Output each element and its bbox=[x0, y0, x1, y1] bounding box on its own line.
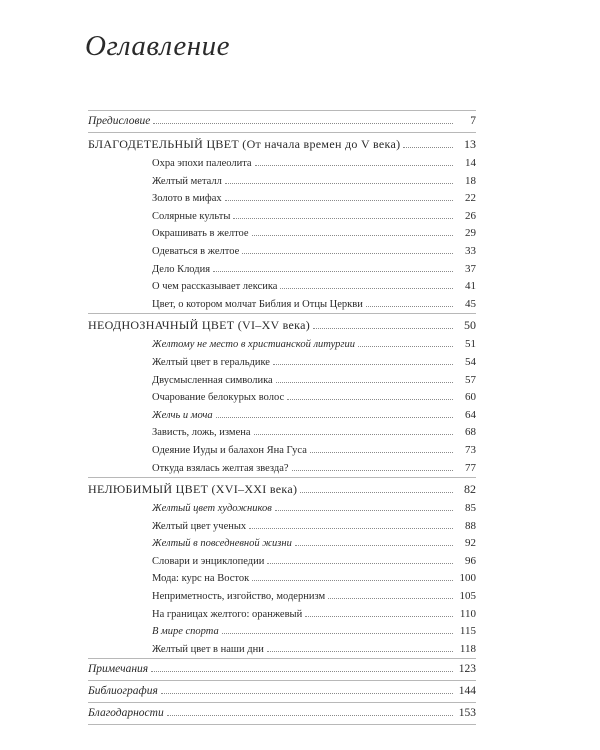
toc-item-label: Окрашивать в желтое bbox=[152, 228, 249, 240]
dot-leader bbox=[254, 433, 453, 435]
dot-leader bbox=[255, 164, 453, 166]
toc-item[interactable] bbox=[88, 500, 476, 518]
toc-chapter-label: НЕЛЮБИМЫЙ ЦВЕТ (XVI–XXI века) bbox=[88, 482, 298, 497]
toc-item[interactable] bbox=[88, 424, 476, 442]
toc-entry-label: Благодарности bbox=[88, 707, 164, 720]
dot-leader bbox=[213, 270, 453, 272]
toc-item[interactable] bbox=[88, 155, 476, 173]
toc-entry-label: Примечания bbox=[88, 663, 149, 676]
toc-item[interactable] bbox=[88, 296, 476, 314]
table-of-contents bbox=[88, 110, 476, 725]
toc-item-label: На границах желтого: оранжевый bbox=[152, 608, 303, 620]
toc-item-page: 51 bbox=[465, 338, 476, 351]
dot-leader bbox=[287, 398, 453, 400]
toc-item-label: Цвет, о котором молчат Библия и Отцы Церкви bbox=[152, 298, 363, 310]
dot-leader bbox=[403, 146, 453, 148]
divider bbox=[88, 724, 476, 725]
dot-leader bbox=[233, 217, 453, 219]
toc-item-page: 57 bbox=[465, 373, 476, 386]
toc-entry-page: 144 bbox=[458, 685, 476, 698]
toc-item-page: 77 bbox=[465, 461, 476, 474]
toc-item-page: 96 bbox=[465, 554, 476, 567]
toc-item[interactable] bbox=[88, 336, 476, 354]
toc-item-label: Мода: курс на Восток bbox=[152, 573, 250, 585]
toc-item-page: 110 bbox=[459, 607, 476, 620]
toc-chapter-heading[interactable] bbox=[88, 314, 476, 336]
toc-item-label: Очарование белокурых волос bbox=[152, 392, 285, 404]
dot-leader bbox=[358, 345, 453, 347]
toc-item-page: 100 bbox=[459, 572, 476, 585]
toc-item[interactable] bbox=[88, 407, 476, 425]
toc-item-page: 29 bbox=[465, 227, 476, 240]
toc-entry-page: 7 bbox=[470, 115, 476, 127]
dot-leader bbox=[328, 597, 453, 599]
dot-leader bbox=[292, 469, 453, 471]
toc-chapter-heading[interactable] bbox=[88, 478, 476, 500]
toc-entry-page: 153 bbox=[458, 707, 476, 720]
toc-item-page: 105 bbox=[459, 590, 476, 603]
dot-leader bbox=[222, 632, 453, 634]
dot-leader bbox=[153, 122, 453, 124]
toc-item[interactable] bbox=[88, 173, 476, 191]
toc-item[interactable] bbox=[88, 261, 476, 279]
toc-item-label: Желчь и моча bbox=[152, 409, 213, 421]
toc-item-page: 64 bbox=[465, 408, 476, 421]
toc-item-label: Одеяние Иуды и балахон Яна Гуса bbox=[152, 444, 307, 456]
dot-leader bbox=[216, 416, 453, 418]
toc-item-page: 88 bbox=[465, 519, 476, 532]
toc-item-page: 54 bbox=[465, 355, 476, 368]
toc-item[interactable] bbox=[88, 442, 476, 460]
dot-leader bbox=[276, 381, 453, 383]
dot-leader bbox=[295, 544, 453, 546]
toc-item[interactable] bbox=[88, 225, 476, 243]
toc-item[interactable] bbox=[88, 535, 476, 553]
toc-item-page: 18 bbox=[465, 174, 476, 187]
toc-item-page: 92 bbox=[465, 537, 476, 550]
toc-item[interactable] bbox=[88, 243, 476, 261]
toc-item-label: О чем рассказывает лексика bbox=[152, 281, 278, 293]
toc-item-page: 85 bbox=[465, 502, 476, 515]
toc-item-label: Желтый цвет в наши дни bbox=[152, 643, 264, 655]
toc-item-label: Неприметность, изгойство, модернизм bbox=[152, 591, 326, 603]
dot-leader bbox=[242, 252, 453, 254]
dot-leader bbox=[366, 305, 453, 307]
dot-leader bbox=[267, 562, 453, 564]
dot-leader bbox=[300, 491, 453, 493]
dot-leader bbox=[310, 451, 453, 453]
toc-entry-bibliography[interactable] bbox=[88, 681, 476, 702]
toc-item-label: Одеваться в желтое bbox=[152, 245, 240, 257]
toc-item[interactable] bbox=[88, 623, 476, 641]
toc-item-label: В мире спорта bbox=[152, 626, 219, 638]
toc-item-label: Желтый цвет ученых bbox=[152, 520, 247, 532]
toc-item[interactable] bbox=[88, 570, 476, 588]
toc-item-page: 37 bbox=[465, 262, 476, 275]
toc-item-label: Зависть, ложь, измена bbox=[152, 427, 251, 439]
toc-item-label: Откуда взялась желтая звезда? bbox=[152, 462, 289, 474]
dot-leader bbox=[167, 714, 453, 716]
dot-leader bbox=[161, 692, 453, 694]
dot-leader bbox=[273, 363, 453, 365]
toc-item-page: 60 bbox=[465, 391, 476, 404]
toc-item[interactable] bbox=[88, 553, 476, 571]
toc-item[interactable] bbox=[88, 389, 476, 407]
toc-entry-notes[interactable] bbox=[88, 659, 476, 680]
toc-chapter-heading[interactable] bbox=[88, 133, 476, 155]
toc-chapter-2 bbox=[88, 314, 476, 477]
toc-entry-label: Предисловие bbox=[88, 115, 151, 127]
dot-leader bbox=[280, 287, 453, 289]
toc-item-page: 14 bbox=[465, 157, 476, 169]
dot-leader bbox=[151, 670, 453, 672]
toc-chapter-3 bbox=[88, 478, 476, 658]
toc-item-page: 33 bbox=[465, 244, 476, 257]
toc-item-label: Желтый металл bbox=[152, 175, 222, 187]
toc-item[interactable] bbox=[88, 606, 476, 624]
toc-item-label: Желтый в повседневной жизни bbox=[152, 538, 292, 550]
dot-leader bbox=[305, 615, 453, 617]
toc-item-label: Дело Клодия bbox=[152, 263, 211, 275]
toc-item[interactable] bbox=[88, 278, 476, 296]
toc-item-page: 68 bbox=[465, 426, 476, 439]
toc-item-page: 73 bbox=[465, 443, 476, 456]
toc-item-label: Солярные культы bbox=[152, 210, 231, 222]
toc-item-label: Охра эпохи палеолита bbox=[152, 158, 252, 169]
toc-item[interactable] bbox=[88, 372, 476, 390]
toc-item-label: Желтый цвет художников bbox=[152, 503, 272, 515]
toc-chapter-page: 82 bbox=[464, 482, 476, 497]
dot-leader bbox=[252, 579, 453, 581]
toc-entry-label: Библиография bbox=[88, 685, 158, 698]
toc-entry-page: 123 bbox=[458, 663, 476, 676]
toc-item[interactable] bbox=[88, 354, 476, 372]
toc-item[interactable] bbox=[88, 460, 476, 478]
toc-item[interactable] bbox=[88, 208, 476, 226]
dot-leader bbox=[313, 327, 453, 329]
toc-item-page: 41 bbox=[465, 280, 476, 293]
toc-chapter-page: 13 bbox=[464, 137, 476, 151]
dot-leader bbox=[225, 182, 453, 184]
toc-item[interactable] bbox=[88, 641, 476, 659]
toc-chapter-1 bbox=[88, 133, 476, 313]
dot-leader bbox=[275, 509, 453, 511]
page-title: Оглавление bbox=[85, 30, 230, 62]
toc-item[interactable] bbox=[88, 518, 476, 536]
toc-chapter-label: БЛАГОДЕТЕЛЬНЫЙ ЦВЕТ (От начала времен до V века) bbox=[88, 137, 401, 151]
toc-chapter-label: НЕОДНОЗНАЧНЫЙ ЦВЕТ (VI–XV века) bbox=[88, 318, 310, 333]
dot-leader bbox=[225, 199, 453, 201]
toc-item-label: Двусмысленная символика bbox=[152, 374, 273, 386]
toc-item-page: 26 bbox=[465, 209, 476, 222]
toc-item-label: Желтому не место в христианской литургии bbox=[152, 339, 355, 351]
toc-item[interactable] bbox=[88, 190, 476, 208]
toc-item-label: Желтый цвет в геральдике bbox=[152, 356, 270, 368]
toc-item-page: 115 bbox=[459, 625, 476, 638]
dot-leader bbox=[249, 527, 453, 529]
dot-leader bbox=[252, 234, 453, 236]
toc-item-label: Словари и энциклопедии bbox=[152, 555, 265, 567]
toc-item-page: 45 bbox=[465, 297, 476, 310]
toc-item-label: Золото в мифах bbox=[152, 193, 222, 205]
toc-entry-acknowledgements[interactable] bbox=[88, 703, 476, 724]
toc-chapter-page: 50 bbox=[464, 318, 476, 333]
toc-item[interactable] bbox=[88, 588, 476, 606]
dot-leader bbox=[267, 650, 453, 652]
toc-item-page: 22 bbox=[465, 192, 476, 205]
toc-entry-preface[interactable] bbox=[88, 111, 476, 132]
toc-item-page: 118 bbox=[459, 642, 476, 655]
